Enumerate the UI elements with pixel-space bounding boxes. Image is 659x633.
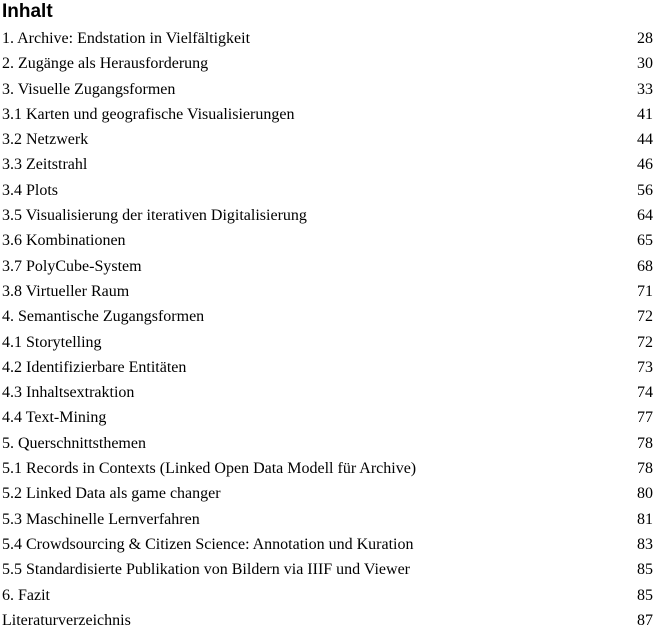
toc-entry-title: 5.1 Records in Contexts (Linked Open Data Modell für Archive) xyxy=(2,460,417,478)
toc-entry-page-number: 28 xyxy=(637,30,653,47)
toc-entry-title: 3.6 Kombinationen xyxy=(2,232,126,250)
toc-entry-page-number: 65 xyxy=(637,232,653,250)
toc-entry-title: 3.2 Netzwerk xyxy=(2,131,89,149)
toc-entry-title: 3. Visuelle Zugangsformen xyxy=(2,80,176,98)
toc-entry[interactable] xyxy=(0,481,659,506)
toc-entry-title: 2. Zugänge als Herausforderung xyxy=(2,55,209,73)
toc-entry[interactable] xyxy=(0,507,659,532)
toc-entry[interactable] xyxy=(0,431,659,456)
toc-entry[interactable] xyxy=(0,330,659,355)
toc-entry[interactable] xyxy=(0,355,659,380)
toc-entry-page-number: 33 xyxy=(637,80,653,98)
toc-list xyxy=(0,26,659,633)
toc-entry-title: 4.1 Storytelling xyxy=(2,333,102,351)
toc-entry-page-number: 73 xyxy=(637,358,653,376)
toc-entry-title: 4. Semantische Zugangsformen xyxy=(2,308,205,326)
toc-entry-page-number: 77 xyxy=(637,409,653,427)
toc-entry-title: 4.2 Identifizierbare Entitäten xyxy=(2,358,187,376)
toc-entry-page-number: 78 xyxy=(637,460,653,478)
toc-entry-page-number: 46 xyxy=(637,156,653,174)
toc-entry[interactable] xyxy=(0,77,659,102)
toc-entry-title: 3.7 PolyCube-System xyxy=(2,257,142,275)
toc-entry-page-number: 56 xyxy=(637,181,653,199)
toc-heading: Inhalt xyxy=(2,1,53,22)
toc-entry-page-number: 87 xyxy=(637,611,653,629)
toc-entry-page-number: 30 xyxy=(637,55,653,73)
toc-entry-title: 5.4 Crowdsourcing & Citizen Science: Annotation und Kuration xyxy=(2,535,414,553)
toc-entry-page-number: 41 xyxy=(637,105,653,123)
toc-entry-page-number: 68 xyxy=(637,257,653,275)
toc-entry-page-number: 85 xyxy=(637,586,653,604)
toc-entry-page-number: 78 xyxy=(637,434,653,452)
toc-entry-title: 5.5 Standardisierte Publikation von Bildern via IIIF und Viewer xyxy=(2,561,411,579)
toc-entry[interactable] xyxy=(0,557,659,582)
toc-entry-page-number: 44 xyxy=(637,131,653,149)
toc-entry[interactable] xyxy=(0,608,659,633)
toc-entry[interactable] xyxy=(0,279,659,304)
toc-entry-page-number: 83 xyxy=(637,535,653,553)
toc-entry[interactable] xyxy=(0,51,659,76)
toc-entry[interactable] xyxy=(0,127,659,152)
toc-entry[interactable] xyxy=(0,304,659,329)
toc-entry-title: 3.4 Plots xyxy=(2,181,59,199)
toc-entry[interactable] xyxy=(0,532,659,557)
toc-entry-page-number: 85 xyxy=(637,561,653,579)
toc-entry[interactable] xyxy=(0,152,659,177)
toc-entry-page-number: 81 xyxy=(637,510,653,528)
toc-entry[interactable] xyxy=(0,254,659,279)
toc-entry[interactable] xyxy=(0,456,659,481)
toc-entry-page-number: 64 xyxy=(637,207,653,225)
toc-entry-title: 4.4 Text-Mining xyxy=(2,409,107,427)
toc-entry-title: 3.1 Karten und geografische Visualisierungen xyxy=(2,105,295,123)
toc-entry-page-number: 74 xyxy=(637,384,653,402)
toc-entry-page-number: 71 xyxy=(637,282,653,300)
toc-entry-page-number: 72 xyxy=(637,308,653,326)
toc-entry-title: 5.3 Maschinelle Lernverfahren xyxy=(2,510,200,528)
toc-entry-title: 3.8 Virtueller Raum xyxy=(2,282,130,300)
toc-entry[interactable] xyxy=(0,102,659,127)
toc-entry[interactable] xyxy=(0,228,659,253)
toc-entry-title: 5. Querschnittsthemen xyxy=(2,434,146,452)
toc-entry[interactable] xyxy=(0,26,659,51)
toc-entry-title: Literaturverzeichnis xyxy=(2,611,131,629)
toc-entry-title: 3.3 Zeitstrahl xyxy=(2,156,88,174)
toc-entry[interactable] xyxy=(0,203,659,228)
toc-entry-title: 3.5 Visualisierung der iterativen Digitalisierung xyxy=(2,207,307,225)
toc-entry[interactable] xyxy=(0,405,659,430)
toc-entry[interactable] xyxy=(0,583,659,608)
toc-entry-title: 5.2 Linked Data als game changer xyxy=(2,485,221,503)
toc-entry-title: 1. Archive: Endstation in Vielfältigkeit xyxy=(2,30,251,47)
toc-entry-title: 4.3 Inhaltsextraktion xyxy=(2,384,135,402)
toc-entry-title: 6. Fazit xyxy=(2,586,50,604)
toc-entry[interactable] xyxy=(0,380,659,405)
toc-entry-page-number: 80 xyxy=(637,485,653,503)
toc-entry-page-number: 72 xyxy=(637,333,653,351)
toc-entry[interactable] xyxy=(0,178,659,203)
